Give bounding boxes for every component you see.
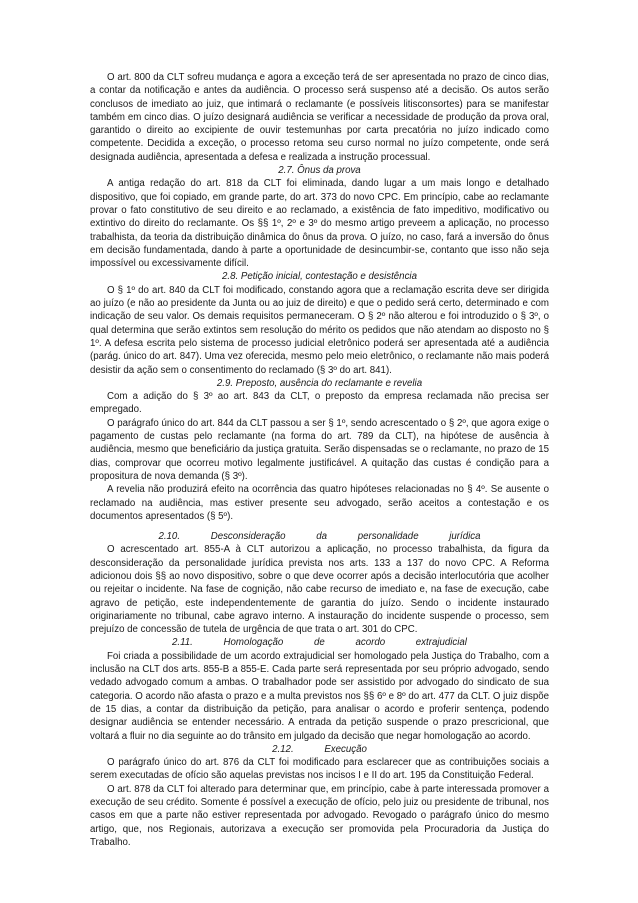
- paragraph-revelia: A revelia não produzirá efeito na ocorrência das quatro hipóteses relacionadas no § 4º. Se ausente o reclamado na audiência, mas estiver presente seu advogado, serão aceitos a contestação e os documentos apresentados (§ 5º).: [90, 484, 549, 522]
- section-heading-preposto: 2.9. Preposto, ausência do reclamante e revelia: [216, 377, 423, 389]
- section-heading-disregard-legal-entity: 2.10. Desconsideração da personalidade jurídica: [158, 531, 481, 543]
- paragraph-disregard-legal-entity: O acrescentado art. 855-A à CLT autorizou a aplicação, no processo trabalhista, da figura da desconsideração da personalidade jurídica prevista nos arts. 133 a 137 do novo CPC. A Reforma adicionou dois §§ ao novo dispositivo, sobre o que deve ocorrer após a decisão interlocutória que acolher ou rejeitar o incidente. Na fase de cognição, não cabe recurso de imediato e, na fase de execução, cabe agravo de petição, este independentemente de garantia do juízo. Sendo o incidente instaurado originariamente no tribunal, cabe agravo interno. A instauração do incidente suspende o processo, sem prejuízo de concessão de tutela de urgência de que trata o art. 301 do CPC.: [90, 544, 549, 636]
- section-heading-initial-petition: 2.8. Petição inicial, contestação e desistência: [222, 271, 417, 283]
- section-heading-extrajudicial-agreement: 2.11. Homologação de acordo extrajudicial: [172, 637, 467, 649]
- paragraph-exception-deadline: O art. 800 da CLT sofreu mudança e agora a exceção terá de ser apresentada no prazo de cinco dias, a contar da notificação e antes da audiência. O processo será suspenso até a decisão. Os autos serão conclusos de imediato ao juiz, que intimará o reclamante (e possíveis litisconsortes) para se manifestar também em cinco dias. O juízo designará audiência se verificar a necessidade de produção da prova oral, garantido o direito ao excipiente de ouvir testemunhas por carta precatória no juízo indicado como competente. Decidida a exceção, o processo retoma seu curso normal no juízo competente, onde será designada audiência, apresentada a defesa e realizada a instrução processual.: [90, 72, 549, 163]
- section-heading-execution: 2.12. Execução: [272, 743, 367, 755]
- paragraph-execution-initiative: O art. 878 da CLT foi alterado para determinar que, em princípio, cabe à parte interessada promover a execução de seu crédito. Somente é possível a execução de ofício, pelo juiz ou presidente de tribunal, nos casos em que a parte não estiver representada por advogado. Revogado o parágrafo único do mesmo artigo, que, nos Regionais, autorizava a execução ser promovida pela Procuradoria da Justiça do Trabalho.: [90, 783, 549, 848]
- document-page: [90, 71, 549, 849]
- paragraph-social-contributions: O parágrafo único do art. 876 da CLT foi modificado para esclarecer que as contribuições sociais a serem executadas de ofício são aquelas previstas nos incisos I e II do art. 195 da Constituição Federal.: [90, 757, 549, 782]
- section-gap: [90, 523, 549, 530]
- section-heading-burden-of-proof: 2.7. Ônus da prova: [278, 165, 361, 177]
- paragraph-burden-of-proof: A antiga redação do art. 818 da CLT foi eliminada, dando lugar a um mais longo e detalhado dispositivo, que foi copiado, em grande parte, do art. 373 do novo CPC. Em princípio, cabe ao reclamante provar o fato constitutivo de seu direito e ao reclamado, a existência de fato impeditivo, modificativo ou extintivo do direito do reclamante. Os §§ 1º, 2º e 3º do mesmo artigo preveem a aplicação, no processo trabalhista, da teoria da distribuição dinâmica do ônus da prova. O juízo, no caso, fará a inversão do ônus em decisão fundamentada, dando à parte a oportunidade de desincumbir-se, contanto que isso não seja impossível ou excessivamente difícil.: [90, 178, 549, 270]
- paragraph-preposto: Com a adição do § 3º ao art. 843 da CLT, o preposto da empresa reclamada não precisa ser empregado.: [90, 391, 549, 416]
- paragraph-extrajudicial-agreement: Foi criada a possibilidade de um acordo extrajudicial ser homologado pela Justiça do Trabalho, com a inclusão na CLT dos arts. 855-B a 855-E. Cada parte será representada por seu próprio advogado, sendo vedado advogado comum a ambas. O trabalhador pode ser assistido por advogado do sindicato de sua categoria. O acordo não afasta o prazo e a multa previstos nos §§ 6º e 8º do art. 477 da CLT. O juiz dispõe de 15 dias, a contar da distribuição da petição, para analisar o acordo e proferir sentença, podendo designar audiência se entender necessário. A entrada da petição suspende o prazo prescricional, que voltará a fluir no dia seguinte ao do trânsito em julgado da decisão que negar homologação ao acordo.: [90, 650, 549, 742]
- paragraph-initial-petition: O § 1º do art. 840 da CLT foi modificado, constando agora que a reclamação escrita deve ser dirigida ao juízo (e não ao presidente da Junta ou ao juiz de direito) e que o pedido será certo, determinado e com indicação de seu valor. Os demais requisitos permaneceram. O § 2º não alterou e foi introduzido o § 3º, o qual determina que serão extintos sem resolução do mérito os pedidos que não atendam ao disposto no § 1º. A defesa escrita pelo sistema de processo judicial eletrônico poderá ser apresentada até a audiência (parág. único do art. 847). Uma vez oferecida, mesmo pelo meio eletrônico, o reclamante não mais poderá desistir da ação sem o consentimento do reclamado (§ 3º do art. 841).: [90, 284, 549, 376]
- paragraph-absence-costs: O parágrafo único do art. 844 da CLT passou a ser § 1º, sendo acrescentado o § 2º, que agora exige o pagamento de custas pelo reclamante (na forma do art. 789 da CLT), na hipótese de ausência à audiência, mesmo que beneficiário da justiça gratuita. Serão dispensadas se o reclamante, no prazo de 15 dias, comprovar que ocorreu motivo legalmente justificável. A quitação das custas é condição para a propositura de nova demanda (§ 3º).: [90, 417, 549, 482]
